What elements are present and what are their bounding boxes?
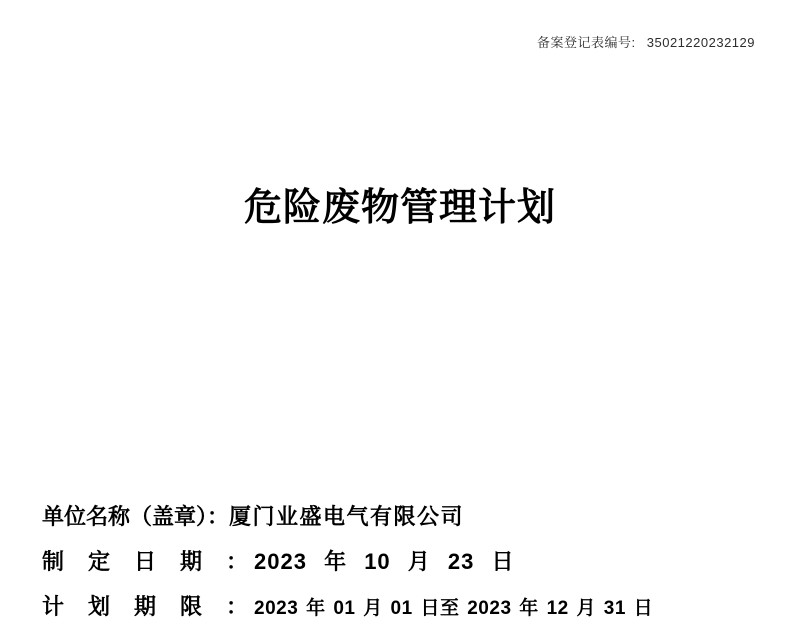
registration-label: 备案登记表编号: (537, 35, 636, 50)
registration-number: 35021220232129 (646, 35, 755, 50)
cover-fields (42, 494, 653, 629)
made-date-label: 制定日期 (42, 549, 227, 574)
unit-name-label: 单位名称（盖章）： (42, 504, 230, 529)
made-date-value: 2023 年 10 月 23 日 (254, 549, 515, 574)
field-plan-period (42, 584, 653, 629)
registration-number-line (537, 32, 755, 51)
document-title: 危险废物管理计划 (243, 187, 556, 229)
made-date-colon: ： (226, 549, 249, 574)
plan-period-label: 计划期限 (42, 594, 227, 619)
plan-period-colon: ： (226, 594, 249, 619)
field-unit-name (42, 494, 653, 539)
field-made-date (42, 539, 653, 584)
plan-period-value: 2023 年 01 月 01 日至 2023 年 12 月 31 日 (254, 598, 654, 619)
unit-name-value: 厦门业盛电气有限公司 (229, 504, 465, 529)
